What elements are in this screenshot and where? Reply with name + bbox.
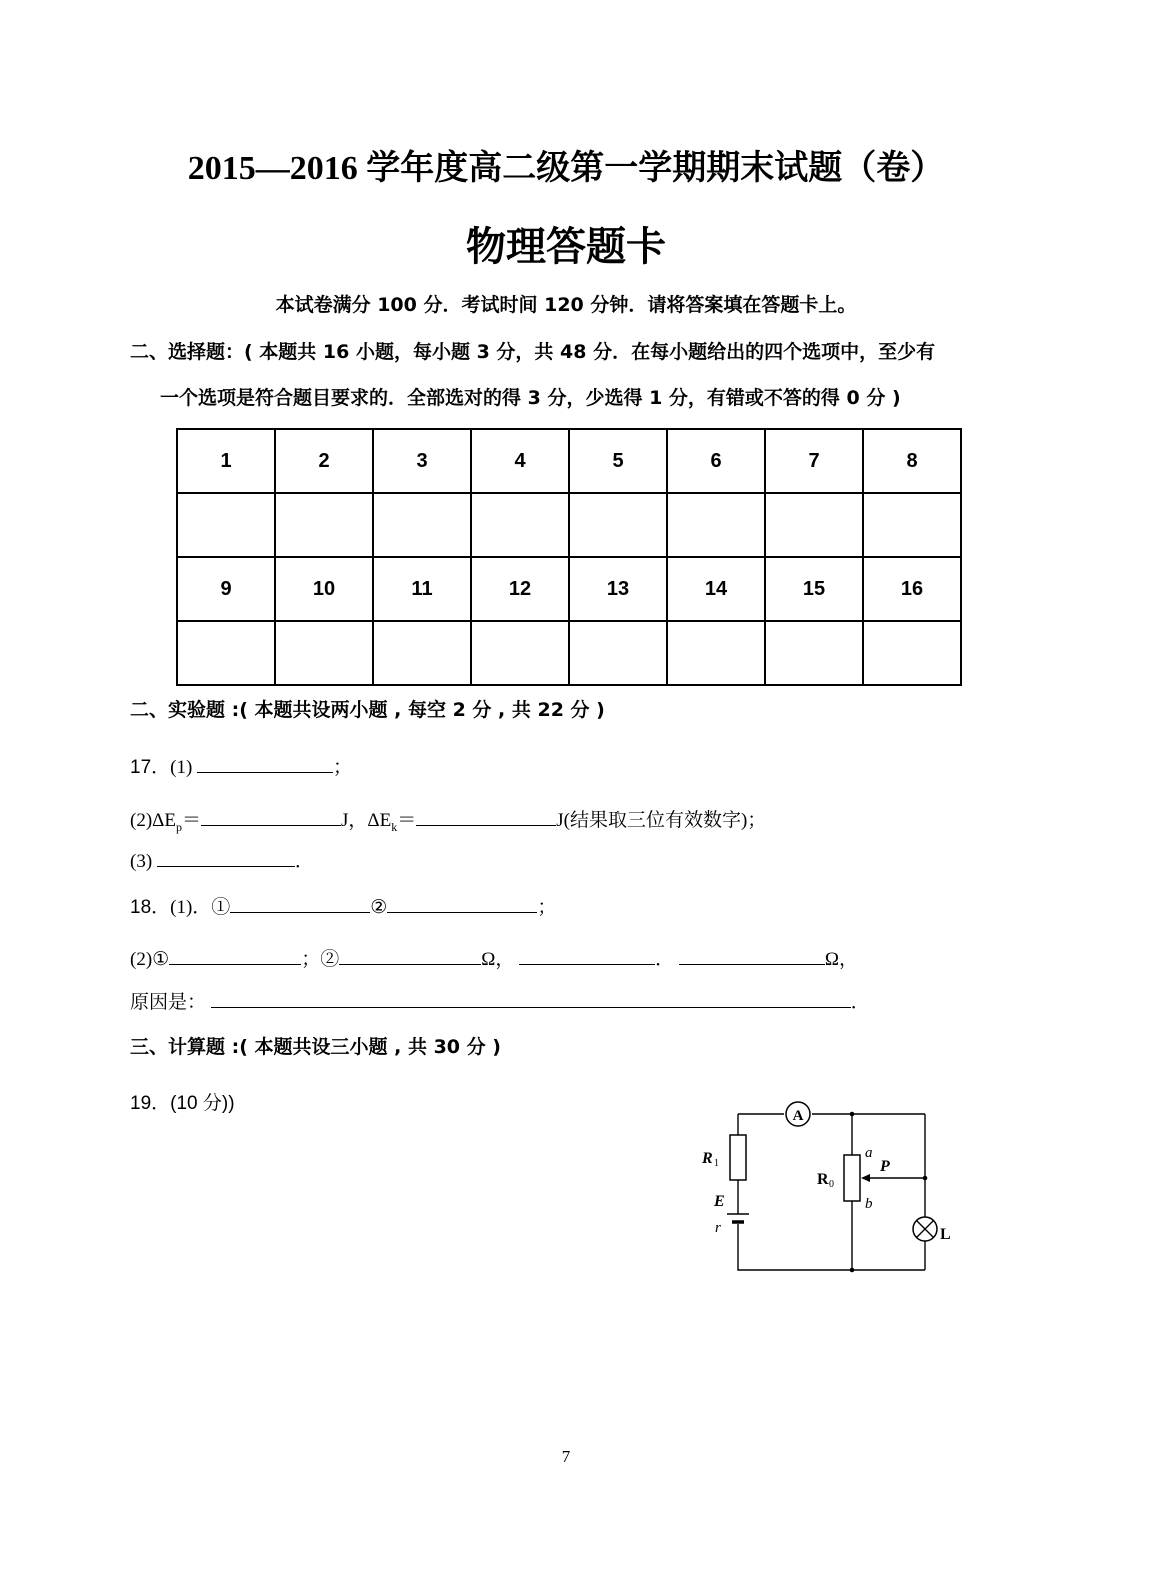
q17-ek-blank[interactable]: [416, 809, 556, 826]
answer-cell[interactable]: [569, 621, 667, 685]
r1-label: R: [702, 1150, 713, 1167]
q17-part1-blank[interactable]: [197, 756, 333, 773]
junction-dot-icon: [923, 1176, 928, 1181]
question-number-cell: 14: [667, 557, 765, 621]
q18-part2-blank-3[interactable]: [519, 948, 655, 965]
reason-label: 原因是：: [130, 992, 207, 1013]
answer-cell[interactable]: [667, 621, 765, 685]
answer-cell[interactable]: [177, 493, 275, 557]
q18-reason-line: [130, 987, 870, 1014]
r0-subscript: 0: [829, 1179, 834, 1190]
circuit-diagram: [690, 1095, 970, 1285]
reason-end: ．: [850, 992, 870, 1013]
q17-equals: ＝: [181, 810, 201, 831]
q17-equals-2: ＝: [397, 810, 417, 831]
q17-part3-blank[interactable]: [157, 850, 295, 867]
question-number-cell: 11: [373, 557, 471, 621]
q18-part1-blank-1[interactable]: [230, 896, 370, 913]
question-number-cell: 8: [863, 429, 961, 493]
question-number-cell: 5: [569, 429, 667, 493]
wire-bottom: [738, 1224, 925, 1270]
internal-resistance-label: r: [715, 1220, 721, 1236]
terminal-b-label: b: [865, 1196, 873, 1212]
q18-part2-blank-2[interactable]: [339, 948, 481, 965]
q18-number: 18．: [130, 897, 171, 918]
answer-cell[interactable]: [863, 493, 961, 557]
q17-number: 17．: [130, 757, 171, 778]
q18-ohm-2: Ω，: [824, 949, 858, 970]
slider-p-label: P: [880, 1158, 890, 1175]
question-number-cell: 6: [667, 429, 765, 493]
answer-cell[interactable]: [275, 493, 373, 557]
rheostat-r0-icon: [844, 1155, 860, 1201]
answer-cell[interactable]: [863, 621, 961, 685]
q18-line1: [130, 892, 556, 919]
q18-part2-sep: ；②: [301, 949, 340, 970]
answer-row: [177, 621, 961, 685]
junction-dot-icon: [850, 1268, 855, 1273]
question-number-cell: 4: [471, 429, 569, 493]
question-number-cell: 10: [275, 557, 373, 621]
question-number-cell: 12: [471, 557, 569, 621]
q18-part1-blank-2[interactable]: [387, 896, 537, 913]
answer-cell[interactable]: [471, 493, 569, 557]
q17-line1: [130, 752, 352, 779]
q17-ep-blank[interactable]: [201, 809, 341, 826]
question-number-row: [177, 557, 961, 621]
choice-answer-grid: [176, 428, 962, 686]
q17-part1-label: (1): [170, 757, 193, 778]
page-number: 7: [561, 1447, 571, 1466]
terminal-a-label: a: [865, 1145, 873, 1161]
answer-cell[interactable]: [275, 621, 373, 685]
answer-cell[interactable]: [373, 493, 471, 557]
q18-ohm-1: Ω，: [481, 949, 515, 970]
q17-part3-label: (3): [130, 851, 153, 872]
experiment-heading: 二、实验题 :( 本题共设两小题 , 每空 2 分 , 共 22 分 ): [130, 699, 605, 721]
q18-part1-label: (1)．①: [170, 897, 231, 918]
question-number-cell: 13: [569, 557, 667, 621]
answer-cell[interactable]: [373, 621, 471, 685]
answer-row: [177, 493, 961, 557]
r0-label: R: [817, 1171, 829, 1188]
choice-heading-line1: 二、选择题：( 本题共 16 小题，每小题 3 分，共 48 分．在每小题给出的四个选项中，至少有: [130, 341, 936, 363]
answer-cell[interactable]: [177, 621, 275, 685]
question-number-cell: 16: [863, 557, 961, 621]
question-number-cell: 9: [177, 557, 275, 621]
q17-unit2: J(结果取三位有效数字)；: [556, 810, 767, 831]
q18-part1-end: ；: [537, 897, 557, 918]
q17-part1-end: ；: [333, 757, 353, 778]
answer-cell[interactable]: [765, 493, 863, 557]
ek-subscript: k: [391, 819, 398, 834]
r1-subscript: 1: [714, 1158, 719, 1169]
q18-part2-label: (2)①: [130, 949, 170, 970]
question-number-cell: 3: [373, 429, 471, 493]
q17-part3-end: ．: [294, 851, 314, 872]
answer-cell[interactable]: [471, 621, 569, 685]
answer-sheet-title: 物理答题卡: [466, 224, 666, 270]
slider-arrow-icon: [861, 1174, 870, 1182]
q17-unit1: J，ΔE: [341, 810, 392, 831]
q18-line2: [130, 944, 858, 971]
ammeter-label: A: [792, 1108, 804, 1124]
question-number-cell: 15: [765, 557, 863, 621]
question-number-cell: 7: [765, 429, 863, 493]
answer-cell[interactable]: [569, 493, 667, 557]
question-number-row: [177, 429, 961, 493]
calc-heading: 三、计算题 :( 本题共设三小题 , 共 30 分 ): [130, 1036, 501, 1058]
q17-part2-prefix: (2)ΔE: [130, 810, 176, 831]
resistor-r1-icon: [730, 1135, 746, 1180]
q18-part2-blank-1[interactable]: [169, 948, 301, 965]
ep-subscript: p: [175, 819, 182, 834]
page-title: 2015—2016 学年度高二级第一学期期末试题（卷）: [187, 150, 945, 187]
reason-blank[interactable]: [211, 991, 851, 1008]
answer-cell[interactable]: [667, 493, 765, 557]
q19-label: 19．(10 分)): [130, 1093, 235, 1114]
exam-notice: 本试卷满分 100 分．考试时间 120 分钟．请将答案填在答题卡上。: [275, 294, 857, 316]
choice-heading-line2: 一个选项是符合题目要求的．全部选对的得 3 分，少选得 1 分，有错或不答的得 0 分 ): [160, 387, 901, 409]
junction-dot-icon: [850, 1112, 855, 1117]
q18-part1-mid: ②: [370, 897, 388, 918]
question-number-cell: 2: [275, 429, 373, 493]
lamp-label: L: [940, 1226, 951, 1243]
question-number-cell: 1: [177, 429, 275, 493]
q18-part2-blank-4[interactable]: [679, 948, 825, 965]
answer-cell[interactable]: [765, 621, 863, 685]
emf-label: E: [714, 1193, 725, 1210]
q18-part2-dot: ．: [655, 949, 675, 970]
q17-line3: [130, 846, 314, 873]
q17-line2: [130, 805, 766, 835]
